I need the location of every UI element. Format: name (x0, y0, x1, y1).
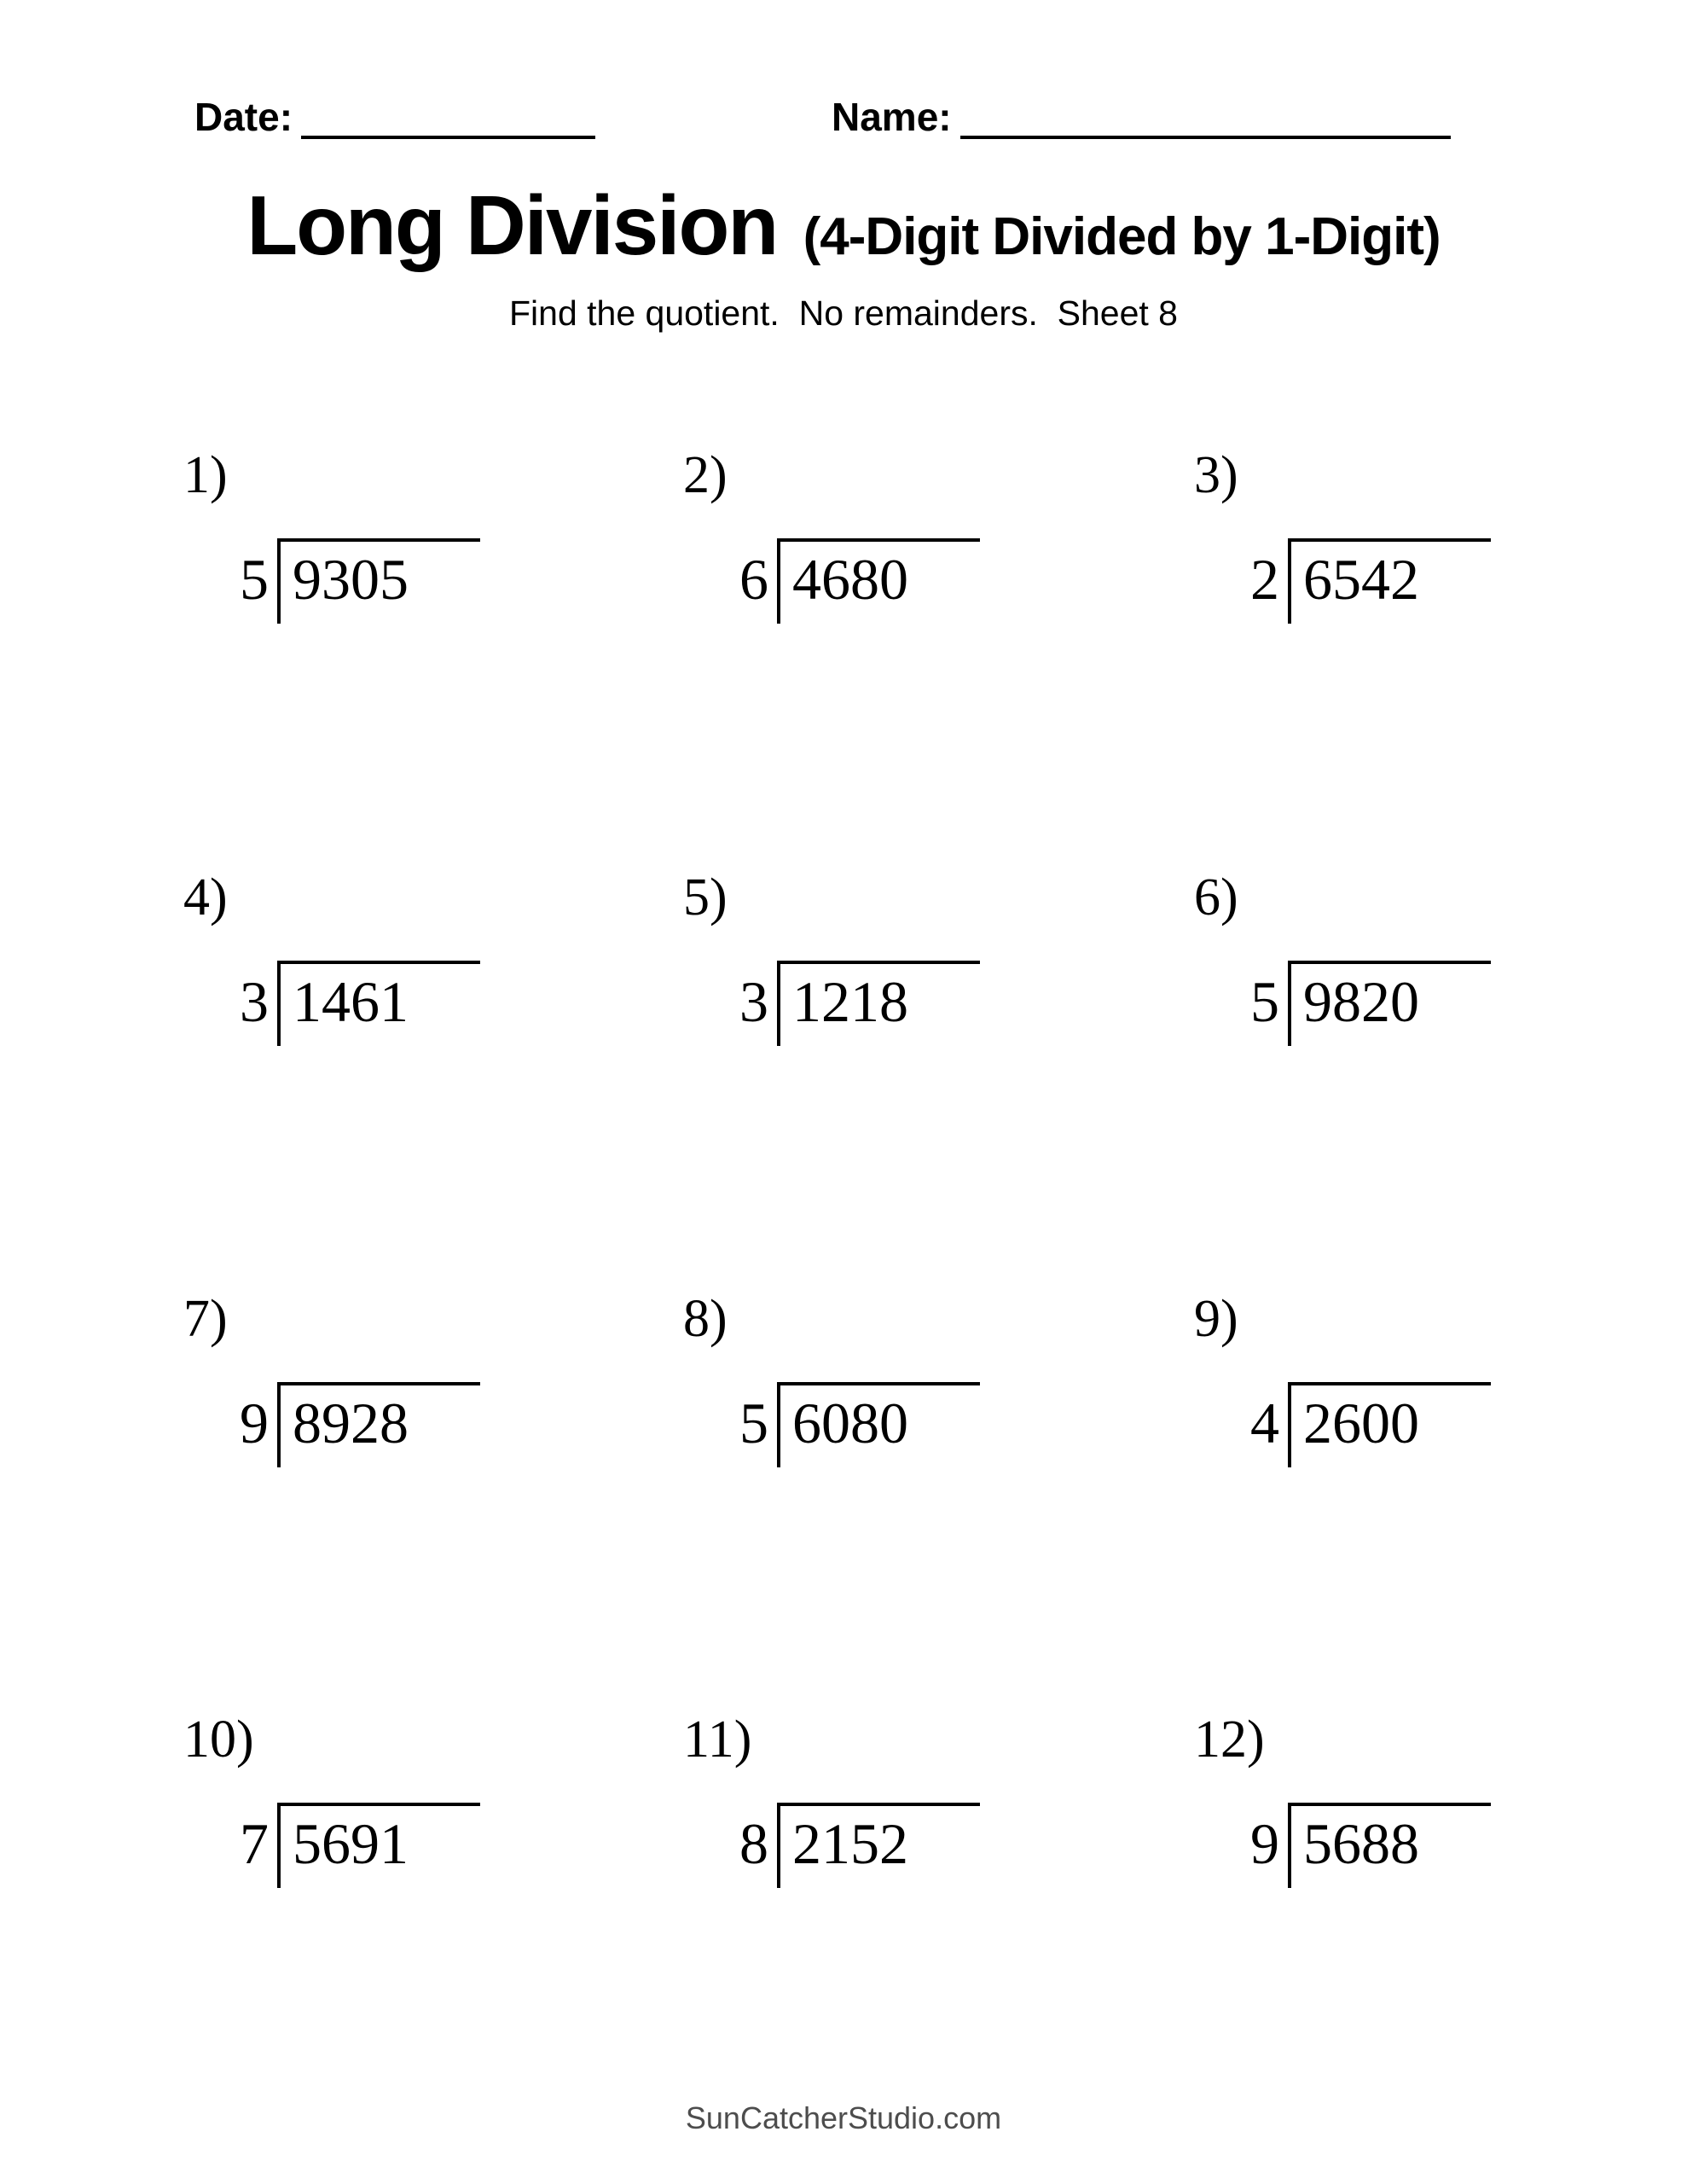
name-label: Name: (832, 95, 952, 139)
problem-number: 5) (683, 868, 728, 926)
divisor: 5 (240, 547, 269, 613)
problem-number: 11) (683, 1711, 752, 1769)
long-division (240, 538, 480, 624)
date-label: Date: (194, 95, 293, 139)
date-blank-line (301, 98, 595, 139)
dividend: 6542 (1288, 538, 1491, 624)
name-blank-line (960, 98, 1451, 139)
dividend: 2600 (1288, 1382, 1491, 1467)
problem-1 (183, 446, 480, 624)
problem-number: 12) (1194, 1711, 1265, 1769)
problem-5 (683, 868, 980, 1046)
worksheet-subtitle: Find the quotient. No remainders. Sheet 8 (508, 293, 1178, 333)
long-division (1250, 538, 1491, 624)
problem-number: 2) (683, 446, 728, 504)
dividend: 4680 (777, 538, 980, 624)
dividend: 9820 (1288, 961, 1491, 1046)
divisor: 3 (739, 969, 768, 1035)
divisor: 7 (240, 1811, 269, 1877)
divisor: 8 (739, 1811, 768, 1877)
problem-11 (683, 1711, 980, 1888)
dividend: 6080 (777, 1382, 980, 1467)
worksheet-title (0, 177, 1687, 274)
problem-9 (1194, 1290, 1491, 1467)
problem-number: 4) (183, 868, 228, 926)
divisor: 4 (1250, 1391, 1279, 1456)
dividend: 8928 (277, 1382, 480, 1467)
divisor: 2 (1250, 547, 1279, 613)
divisor: 9 (1250, 1811, 1279, 1877)
problem-2 (683, 446, 980, 624)
long-division (739, 961, 980, 1046)
dividend: 5688 (1288, 1803, 1491, 1888)
problem-3 (1194, 446, 1491, 624)
dividend: 9305 (277, 538, 480, 624)
dividend: 1218 (777, 961, 980, 1046)
problem-number: 3) (1194, 446, 1238, 504)
long-division (1250, 1803, 1491, 1888)
long-division (240, 1382, 480, 1467)
dividend: 1461 (277, 961, 480, 1046)
problem-4 (183, 868, 480, 1046)
title-main: Long Division (246, 178, 778, 272)
name-field (832, 96, 1451, 139)
problem-number: 10) (183, 1711, 254, 1769)
long-division (1250, 961, 1491, 1046)
divisor: 5 (1250, 969, 1279, 1035)
divisor: 9 (240, 1391, 269, 1456)
problem-8 (683, 1290, 980, 1467)
problem-12 (1194, 1711, 1491, 1888)
title-suffix: (4-Digit Divided by 1-Digit) (803, 207, 1441, 266)
long-division (739, 538, 980, 624)
divisor: 6 (739, 547, 768, 613)
problem-6 (1194, 868, 1491, 1046)
long-division (1250, 1382, 1491, 1467)
divisor: 5 (739, 1391, 768, 1456)
footer-credit: SunCatcherStudio.com (685, 2100, 1002, 2135)
date-field (194, 96, 595, 139)
problem-7 (183, 1290, 480, 1467)
problem-number: 8) (683, 1290, 728, 1348)
dividend: 2152 (777, 1803, 980, 1888)
problem-10 (183, 1711, 480, 1888)
problem-number: 1) (183, 446, 228, 504)
long-division (739, 1803, 980, 1888)
long-division (240, 961, 480, 1046)
dividend: 5691 (277, 1803, 480, 1888)
divisor: 3 (240, 969, 269, 1035)
long-division (240, 1803, 480, 1888)
problem-number: 7) (183, 1290, 228, 1348)
long-division (739, 1382, 980, 1467)
problem-number: 6) (1194, 868, 1238, 926)
problem-number: 9) (1194, 1290, 1238, 1348)
